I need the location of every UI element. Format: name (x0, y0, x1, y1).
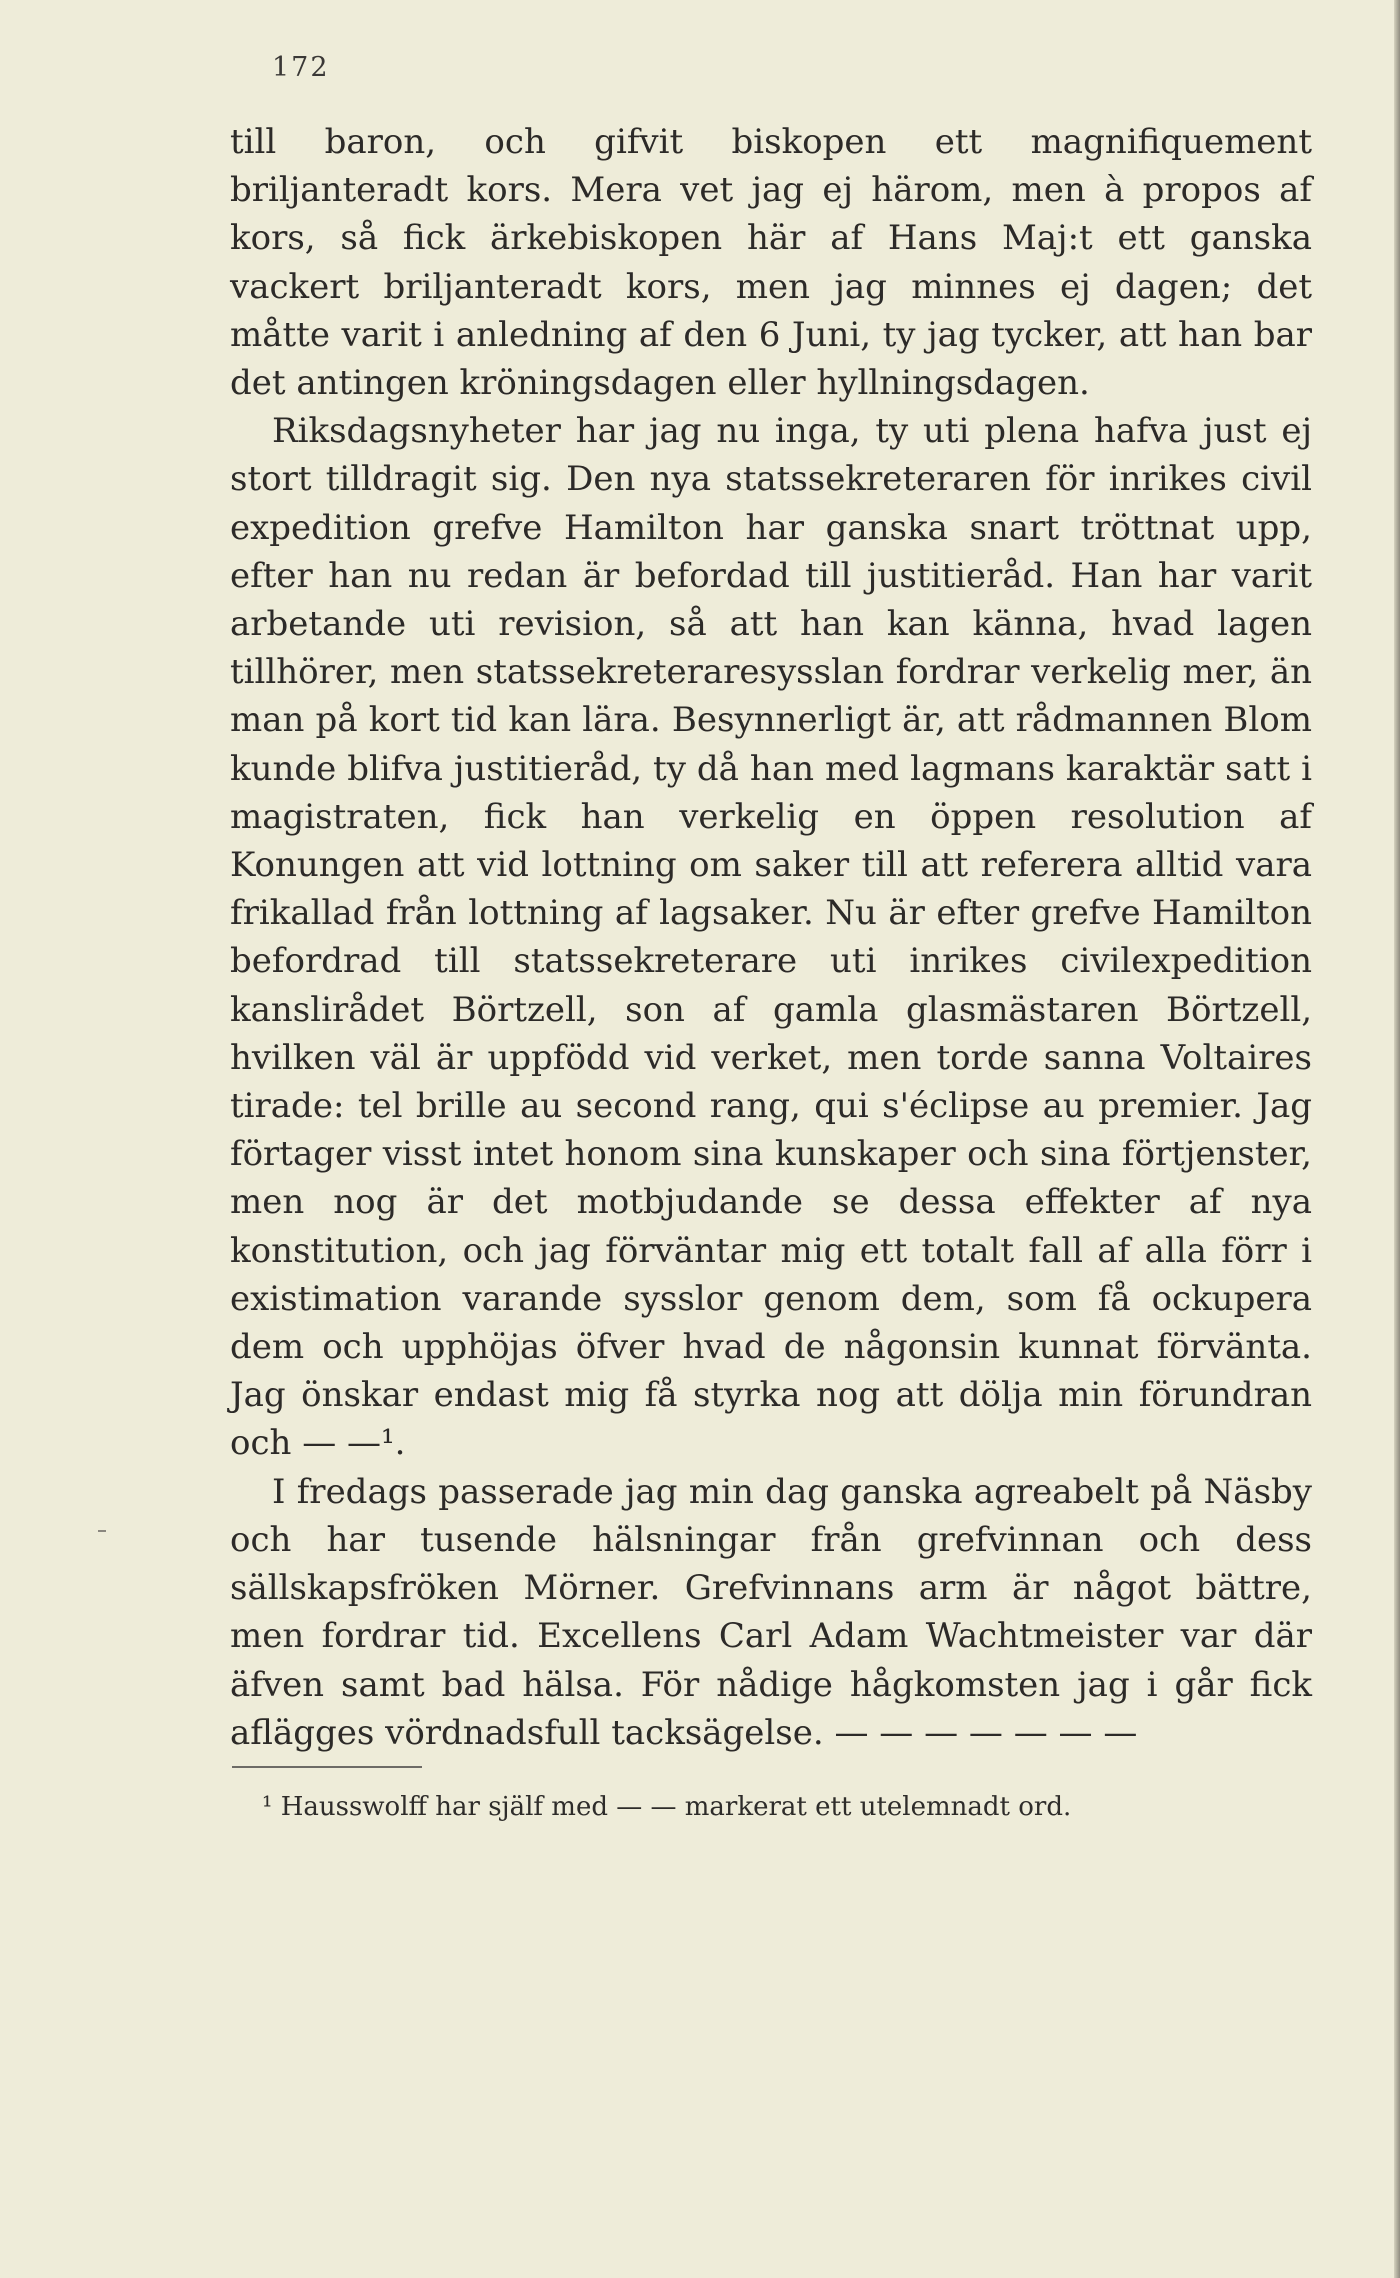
paragraph-3: I fredags passerade jag min dag ganska agreabelt på Näsby och har tusende hälsningar från grefvinnan och dess sällskapsfröken Mörner. Grefvinnans arm är något bättre, men fordrar tid. Excellens Carl Adam Wachtmeister var där äfven samt bad hälsa. För nådige hågkomsten jag i går fick aflägges vördnadsfull tacksägelse. — — — — — — — (230, 1471, 1312, 1753)
page-edge-shadow (1394, 0, 1400, 2278)
footnote-divider (232, 1766, 422, 1768)
paragraph-1: till baron, och gifvit biskopen ett magnifiquement briljanteradt kors. Mera vet jag ej härom, men à propos af kors, så fick ärkebiskopen här af Hans Maj:t ett ganska vackert briljanteradt kors, men jag minnes ej dagen; det måtte varit i anledning af den 6 Juni, ty jag tycker, att han bar det antingen kröningsdagen eller hyllningsdagen. (230, 122, 1312, 404)
paragraph-2: Riksdagsnyheter har jag nu inga, ty uti plena hafva just ej stort tilldragit sig. Den nya statssekreteraren för inrikes civil expedition grefve Hamilton har ganska snart tröttnat upp, efter han nu redan är befordad till justitieråd. Han har varit arbetande uti revision, så att han kan känna, hvad lagen tillhörer, men statssekreteraresysslan fordrar verkelig mer, än man på kort tid kan lära. Besynnerligt är, att rådmannen Blom kunde blifva justitieråd, ty då han med lagmans karaktär satt i magistraten, fick han verkelig en öppen resolution af Konungen att vid lottning om saker till att referera alltid vara frikallad från lottning af lagsaker. Nu är efter grefve Hamilton befordrad till statssekreterare uti inrikes civilexpedition kanslirådet Börtzell, son af gamla glasmästaren Börtzell, hvilken väl är uppfödd vid verket, men torde sanna Voltaires tirade: tel brille au second rang, qui s'éclipse au premier. Jag förtager visst intet honom sina kunskaper och sina förtjenster, men nog är det motbjudande se dessa effekter af nya konstitution, och jag förväntar mig ett totalt fall af alla förr i existimation varande sysslor genom dem, som få ockupera dem och upphöjas öfver hvad de någonsin kunnat förvänta. Jag önskar endast mig få styrka nog att dölja min förundran och — —¹. (230, 411, 1312, 1464)
scan-speck (98, 1530, 106, 1532)
page-number: 172 (272, 52, 330, 83)
footnote: ¹ Hausswolff har själf med — — markerat ett utelemnadt ord. (262, 1792, 1072, 1822)
body-text (230, 118, 1312, 1757)
